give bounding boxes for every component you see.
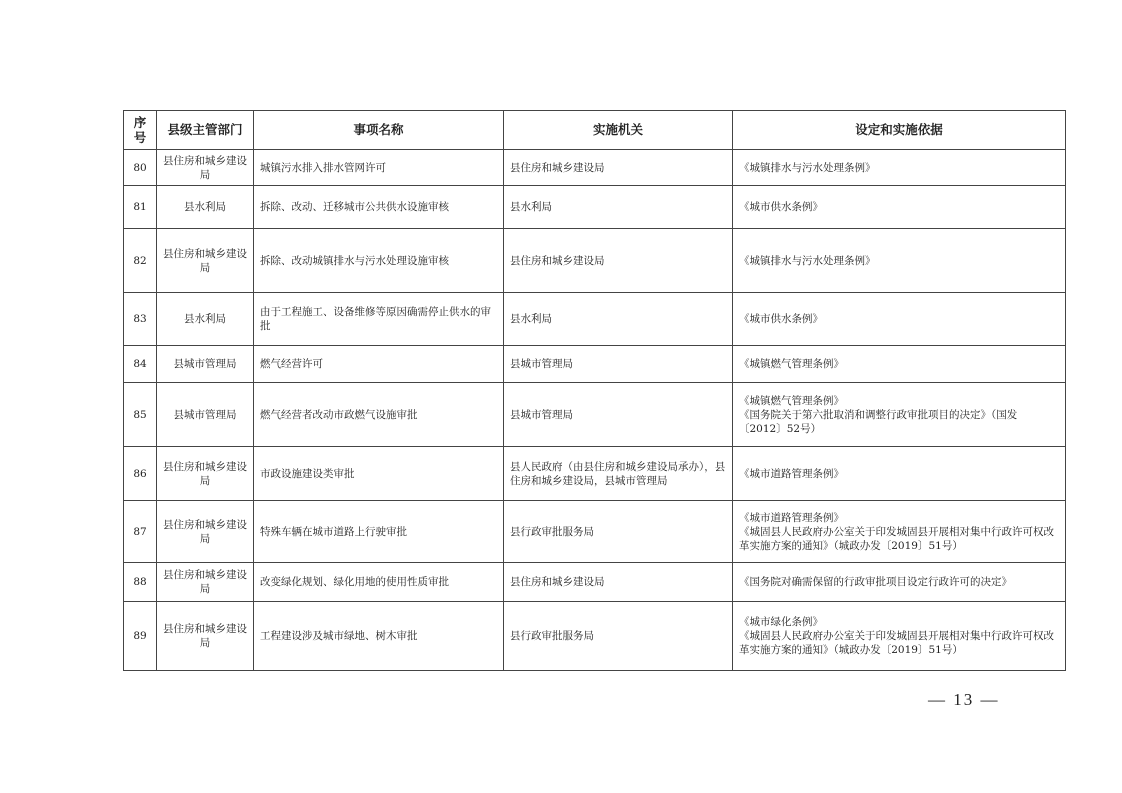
row-index: 83 — [124, 293, 157, 346]
row-agency: 县住房和城乡建设局 — [504, 150, 733, 186]
table-row — [124, 602, 1066, 671]
row-item-name: 燃气经营许可 — [254, 346, 504, 383]
row-department: 县住房和城乡建设局 — [157, 447, 254, 501]
row-index: 84 — [124, 346, 157, 383]
table-row — [124, 293, 1066, 346]
row-index: 86 — [124, 447, 157, 501]
row-item-name: 城镇污水排入排水管网许可 — [254, 150, 504, 186]
header-department: 县级主管部门 — [157, 111, 254, 150]
row-index: 88 — [124, 563, 157, 602]
row-department: 县住房和城乡建设局 — [157, 501, 254, 563]
row-item-name: 燃气经营者改动市政燃气设施审批 — [254, 383, 504, 447]
header-agency: 实施机关 — [504, 111, 733, 150]
row-basis: 《城镇排水与污水处理条例》 — [733, 150, 1066, 186]
row-basis: 《城镇燃气管理条例》 《国务院关于第六批取消和调整行政审批项目的决定》（国发〔2012〕52号） — [733, 383, 1066, 447]
row-basis: 《城市供水条例》 — [733, 186, 1066, 229]
row-item-name: 拆除、改动、迁移城市公共供水设施审核 — [254, 186, 504, 229]
row-agency: 县水利局 — [504, 186, 733, 229]
row-basis: 《城镇排水与污水处理条例》 — [733, 229, 1066, 293]
row-agency: 县行政审批服务局 — [504, 501, 733, 563]
row-index: 85 — [124, 383, 157, 447]
approval-items-table — [123, 110, 1066, 671]
row-item-name: 由于工程施工、设备维修等原因确需停止供水的审批 — [254, 293, 504, 346]
table-row — [124, 346, 1066, 383]
row-basis: 《城市绿化条例》 《城固县人民政府办公室关于印发城固县开展相对集中行政许可权改革实施方案的通知》（城政办发〔2019〕51号） — [733, 602, 1066, 671]
header-basis: 设定和实施依据 — [733, 111, 1066, 150]
row-item-name: 拆除、改动城镇排水与污水处理设施审核 — [254, 229, 504, 293]
row-index: 87 — [124, 501, 157, 563]
row-index: 81 — [124, 186, 157, 229]
table-row — [124, 383, 1066, 447]
row-department: 县城市管理局 — [157, 346, 254, 383]
row-basis: 《国务院对确需保留的行政审批项目设定行政许可的决定》 — [733, 563, 1066, 602]
header-index: 序号 — [124, 111, 157, 150]
row-basis: 《城市道路管理条例》 《城固县人民政府办公室关于印发城固县开展相对集中行政许可权改革实施方案的通知》（城政办发〔2019〕51号） — [733, 501, 1066, 563]
row-item-name: 改变绿化规划、绿化用地的使用性质审批 — [254, 563, 504, 602]
table-row — [124, 150, 1066, 186]
row-department: 县住房和城乡建设局 — [157, 150, 254, 186]
table-row — [124, 186, 1066, 229]
page-number: — 13 — — [928, 690, 1000, 709]
row-department: 县住房和城乡建设局 — [157, 602, 254, 671]
row-index: 89 — [124, 602, 157, 671]
row-department: 县水利局 — [157, 293, 254, 346]
header-item-name: 事项名称 — [254, 111, 504, 150]
row-basis: 《城市供水条例》 — [733, 293, 1066, 346]
row-item-name: 市政设施建设类审批 — [254, 447, 504, 501]
row-department: 县水利局 — [157, 186, 254, 229]
table-row — [124, 501, 1066, 563]
row-department: 县住房和城乡建设局 — [157, 229, 254, 293]
row-agency: 县住房和城乡建设局 — [504, 563, 733, 602]
row-item-name: 工程建设涉及城市绿地、树木审批 — [254, 602, 504, 671]
row-agency: 县住房和城乡建设局 — [504, 229, 733, 293]
row-agency: 县水利局 — [504, 293, 733, 346]
row-agency: 县行政审批服务局 — [504, 602, 733, 671]
row-basis: 《城镇燃气管理条例》 — [733, 346, 1066, 383]
table-row — [124, 229, 1066, 293]
row-agency: 县人民政府（由县住房和城乡建设局承办），县住房和城乡建设局，县城市管理局 — [504, 447, 733, 501]
row-index: 80 — [124, 150, 157, 186]
row-department: 县城市管理局 — [157, 383, 254, 447]
row-index: 82 — [124, 229, 157, 293]
table-row — [124, 447, 1066, 501]
table-row — [124, 563, 1066, 602]
row-department: 县住房和城乡建设局 — [157, 563, 254, 602]
row-item-name: 特殊车辆在城市道路上行驶审批 — [254, 501, 504, 563]
row-agency: 县城市管理局 — [504, 346, 733, 383]
table-header-row — [124, 111, 1066, 150]
row-agency: 县城市管理局 — [504, 383, 733, 447]
row-basis: 《城市道路管理条例》 — [733, 447, 1066, 501]
